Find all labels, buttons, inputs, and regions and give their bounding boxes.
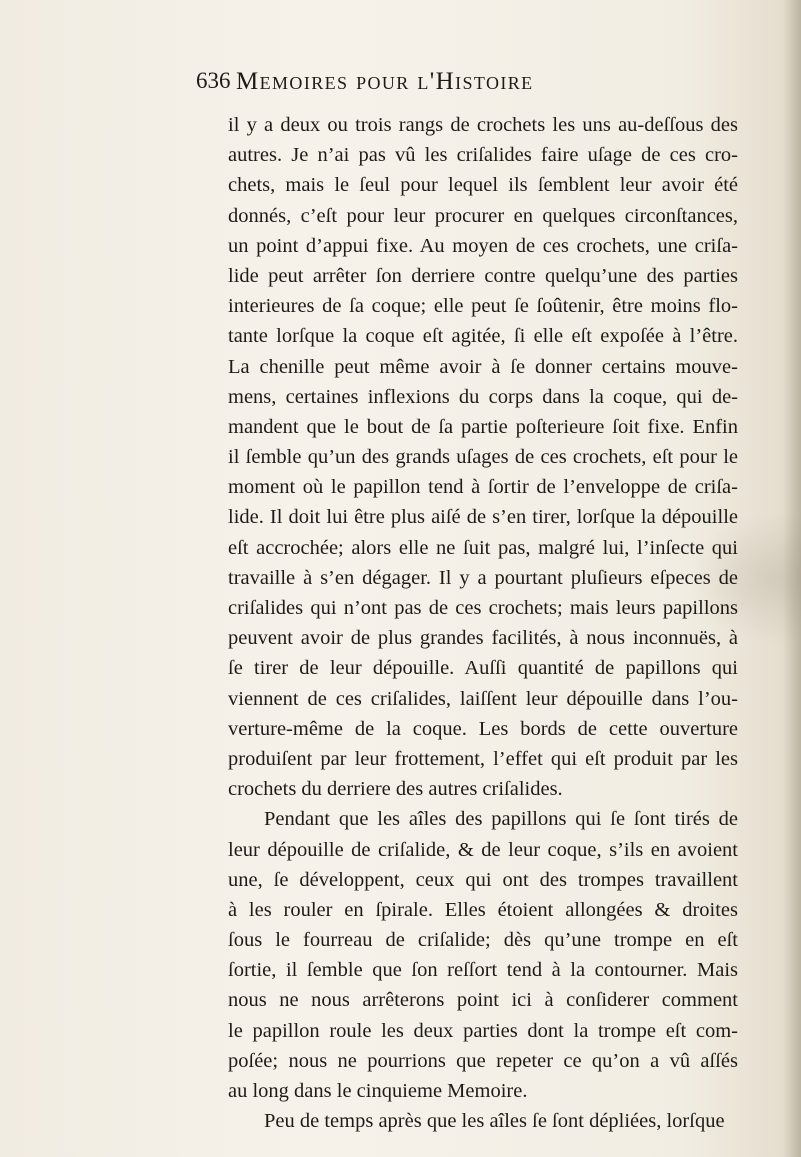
text-line: une, ſe développent, ceux qui ont des trompes travaillent xyxy=(228,868,738,891)
text-line: interieures de ſa coque; elle peut ſe ſoûtenir, être moins flo- xyxy=(228,295,738,318)
text-line: ſortie, il ſemble que ſon reſſort tend à la contourner. Mais xyxy=(228,959,738,982)
text-line: au long dans le cinquieme Memoire. xyxy=(228,1080,528,1102)
text-line: leur dépouille de criſalide, & de leur coque, s’ils en avoient xyxy=(228,838,738,861)
page-edge-shadow xyxy=(783,0,801,1157)
text-line: il ſemble qu’un des grands uſages de ces crochets, eſt pour le xyxy=(228,446,738,469)
text-line: un point d’appui fixe. Au moyen de ces crochets, une criſa- xyxy=(228,234,738,257)
text-line: Pendant que les aîles des papillons qui ſe ſont tirés de xyxy=(264,808,738,831)
text-line: peuvent avoir de plus grandes facilités, à nous inconnuës, à xyxy=(228,627,738,650)
text-line: autres. Je n’ai pas vû les criſalides faire uſage de ces cro- xyxy=(228,144,738,167)
text-line: travaille à s’en dégager. Il y a pourtant pluſieurs eſpeces de xyxy=(228,566,738,589)
text-line: le papillon roule les deux parties dont la trompe eſt com- xyxy=(228,1019,738,1042)
text-line: crochets du derriere des autres criſalides. xyxy=(228,778,563,801)
text-line: mandent que le bout de ſa partie poſterieure ſoit fixe. Enfin xyxy=(228,415,738,438)
running-title: Memoires pour l'Histoire xyxy=(236,68,534,95)
text-line: poſée; nous ne pourrions que repeter ce qu’on a vû aſſés xyxy=(228,1049,738,1072)
body-text xyxy=(228,110,738,1136)
text-line: La chenille peut même avoir à ſe donner certains mouve- xyxy=(228,355,738,378)
text-line: viennent de ces criſalides, laiſſent leur dépouille dans l’ou- xyxy=(228,687,738,710)
text-line: donnés, c’eſt pour leur procurer en quelques circonſtances, xyxy=(228,204,738,227)
running-header xyxy=(196,68,736,102)
text-line: à les rouler en ſpirale. Elles étoient allongées & droites xyxy=(228,898,738,921)
text-line: eſt accrochée; alors elle ne ſuit pas, malgré lui, l’inſecte qui xyxy=(228,536,738,559)
page-number: 636 xyxy=(196,68,231,93)
text-line: tante lorſque la coque eſt agitée, ſi elle eſt expoſée à l’être. xyxy=(228,325,738,348)
text-line: il y a deux ou trois rangs de crochets les uns au-deſſous des xyxy=(228,114,738,136)
text-line: chets, mais le ſeul pour lequel ils ſemblent leur avoir été xyxy=(228,174,738,197)
text-line: verture-même de la coque. Les bords de cette ouverture xyxy=(228,717,738,740)
text-line: lide. Il doit lui être plus aiſé de s’en tirer, lorſque la dépouille xyxy=(228,506,738,529)
text-line: ſous le fourreau de criſalide; dès qu’une trompe en eſt xyxy=(228,929,738,952)
text-line: produiſent par leur frottement, l’effet qui eſt produit par les xyxy=(228,747,738,770)
text-line: criſalides qui n’ont pas de ces crochets; mais leurs papillons xyxy=(228,597,738,619)
text-line: lide peut arrêter ſon derriere contre quelqu’une des parties xyxy=(228,264,738,287)
text-line: nous ne nous arrêterons point ici à conſiderer comment xyxy=(228,989,738,1012)
text-line: ſe tirer de leur dépouille. Auſſi quantité de papillons qui xyxy=(228,657,738,680)
text-line: moment où le papillon tend à ſortir de l’enveloppe de criſa- xyxy=(228,476,738,499)
text-line: mens, certaines inflexions du corps dans la coque, qui de- xyxy=(228,385,738,408)
text-line: Peu de temps après que les aîles ſe ſont dépliées, lorſque xyxy=(264,1110,725,1133)
